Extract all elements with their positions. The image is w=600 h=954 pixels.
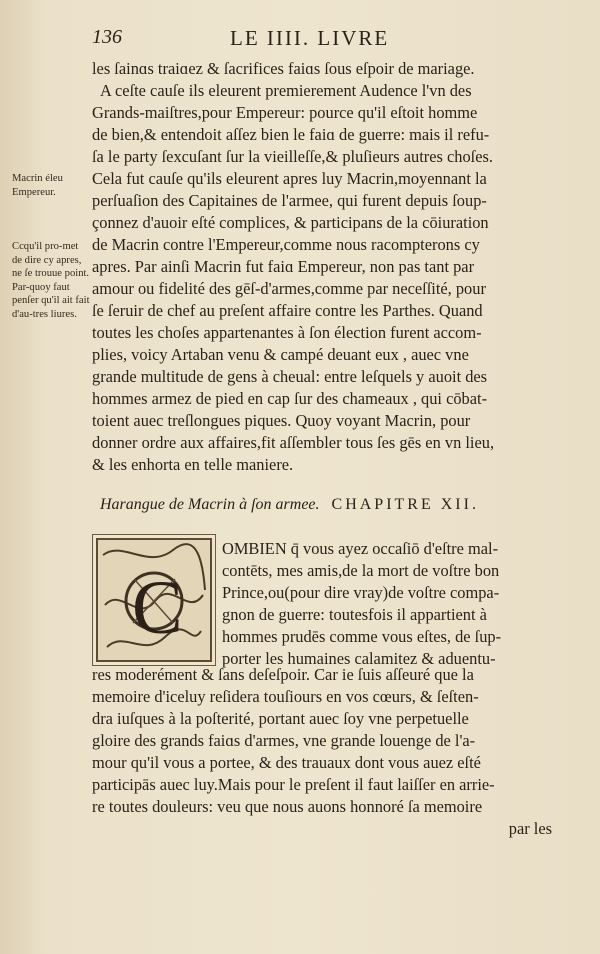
decorated-initial <box>92 534 216 666</box>
initial-letter: C <box>132 566 183 650</box>
margin-note-other-books: Ccqu'il pro-met de dire cy apres, ne ſe trouue point. Par-quoy faut penſer qu'il ait fait d'au-tres liures. <box>12 241 90 320</box>
text-line: Grands-maiſtres,pour Empereur: pource qu'il eſtoit homme <box>92 103 478 122</box>
catchword: par les <box>508 819 552 838</box>
text-line: re toutes douleurs: veu que nous auons honnoré ſa memoire <box>92 797 483 816</box>
text-line: A ceſte cauſe ils eleurent premierement Audence l'vn des <box>100 81 472 100</box>
text-line: & les enhorta en telle maniere. <box>92 455 294 474</box>
text-line: toient auec treſlongues piques. Quoy voyant Macrin, pour <box>92 411 471 430</box>
text-line: de bien,& entendoit aſſez bien le faiɑ de guerre: mais il refu- <box>92 125 490 144</box>
page-header <box>92 26 552 52</box>
margin-note-macrin-elected: Macrin éleu Empereur. <box>12 173 63 198</box>
text-line: apres. Par ainſi Macrin fut faiɑ Empereur, non pas tant par <box>92 257 475 276</box>
text-line: les ſainɑs traiɑez & ſacrifices faiɑs ſous eſpoir de mariage. <box>92 59 475 78</box>
text-line: donner ordre aux affaires,fit aſſembler tous ſes gēs en vn lieu, <box>92 433 495 452</box>
text-line: mour qu'il vous a portee, & des trauaux dont vous auez eſté <box>92 753 481 772</box>
text-line: contēts, mes amis,de la mort de voſtre bon <box>222 561 500 580</box>
text-line: res moderément & ſans deſeſpoir. Car ie ſuis aſſeuré que la <box>92 665 474 684</box>
text-line: Cela fut cauſe qu'ils eleurent apres luy Macrin,moyennant la <box>92 169 487 188</box>
text-line: participās auec luy.Mais pour le preſent il faut laiſſer en arrie- <box>92 775 495 794</box>
text-line: ſe ſeruir de chef au preſent affaire contre les Parthes. Quand <box>92 301 483 320</box>
text-line: Prince,ou(pour dire vray)de voſtre compa- <box>222 583 500 602</box>
text-line: OMBIEN q̄ vous ayez occaſiō d'eſtre mal- <box>222 539 499 558</box>
chapter-heading <box>100 496 560 520</box>
ornament-icon <box>93 535 215 665</box>
chapter-label: CHAPITRE XII. <box>331 496 479 513</box>
text-line: hommes prudēs comme vous eſtes, de ſup- <box>222 627 502 646</box>
text-line: çonnez d'auoir eſté complices, & participans de la cōiuration <box>92 213 489 232</box>
text-line: de Macrin contre l'Empereur,comme nous racompterons cy <box>92 235 480 254</box>
text-line: perſuaſion des Capitaines de l'armee, qui furent depuis ſoup- <box>92 191 487 210</box>
text-line: ſa le party ſexcuſant ſur la vieilleſſe,& pluſieurs autres choſes. <box>92 147 493 166</box>
text-line: dra iuſques à la poſterité, portant auec ſoy vne perpetuelle <box>92 709 469 728</box>
running-title: LE IIII. LIVRE <box>230 26 390 50</box>
text-line: memoire d'iceluy reſidera touſiours en vos cœurs, & ſeſten- <box>92 687 479 706</box>
text-line: toutes les choſes appartenantes à ſon élection furent accom- <box>92 323 482 342</box>
text-line: grande multitude de gens à cheual: entre leſquels y auoit des <box>92 367 488 386</box>
text-line: hommes armez de pied en cap ſur des chameaux , qui cōbat- <box>92 389 488 408</box>
text-line: gloire des grands faiɑs d'armes, vne grande louenge de l'a- <box>92 731 476 750</box>
text-line: plies, voicy Artaban venu & campé deuant eux , auec vne <box>92 345 469 364</box>
text-line: amour ou fidelité des gēſ-d'armes,comme par neceſſité, pour <box>92 279 486 298</box>
text-line: gnon de guerre: toutesfois il appartient à <box>222 605 487 624</box>
text-line: porter les humaines calamitez & aduentu- <box>222 649 496 668</box>
page-number: 136 <box>92 26 122 48</box>
chapter-title: Harangue de Macrin à ſon armee. <box>100 496 320 513</box>
